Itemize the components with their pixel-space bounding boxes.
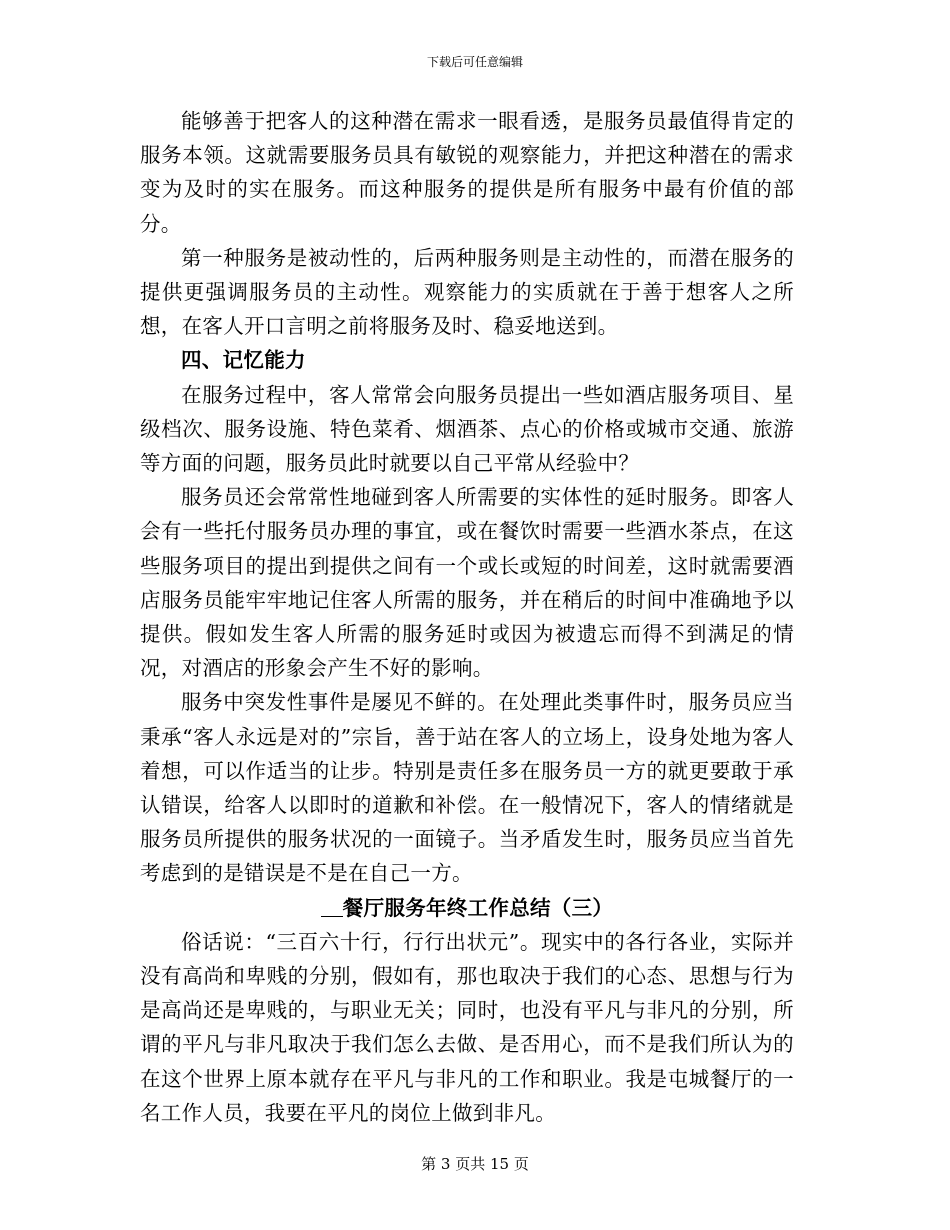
page-header: 下载后可任意编辑 (426, 55, 523, 69)
paragraph-observation-value: 能够善于把客人的这种潜在需求一眼看透，是服务员最值得肯定的服务本领。这就需要服务员具有敏锐的观察能力，并把这种潜在的需求变为及时的实在服务。而这种服务的提供是所有服务中最有价值的部分。 (140, 109, 794, 236)
title-blank-underline (321, 896, 343, 917)
page-number: 第 3 页共 15 页 (421, 1155, 529, 1173)
paragraph-emergencies: 服务中突发性事件是屡见不鲜的。在处理此类事件时，服务员应当秉承“客人永远是对的”宗旨，善于站在客人的立场上，设身处地为客人着想，可以作适当的让步。特别是责任多在服务员一方的就更要敢于承认错误，给客人以即时的道歉和补偿。在一般情况下，客人的情绪就是服务员所提供的服务状况的一面镜子。当矛盾发生时，服务员应当首先考虑到的是错误是不是在自己一方。 (140, 690, 794, 886)
section-heading-memory: 四、记忆能力 (181, 348, 306, 373)
paragraph-proverb: 俗话说：“三百六十行，行行出状元”。现实中的各行各业，实际并没有高尚和卑贱的分别，假如有，那也取决于我们的心态、思想与行为是高尚还是卑贱的，与职业无关；同时，也没有平凡与非凡的分别，所谓的平凡与非凡取决于我们怎么去做、是否用心，而不是我们所认为的在这个世界上原本就存在平凡与非凡的工作和职业。我是屯城餐厅的一名工作人员，我要在平凡的岗位上做到非凡。 (140, 929, 794, 1125)
paragraph-customer-questions: 在服务过程中，客人常常会向服务员提出一些如酒店服务项目、星级档次、服务设施、特色菜肴、烟酒茶、点心的价格或城市交通、旅游等方面的问题，服务员此时就要以自己平常从经验中？ (140, 382, 794, 476)
paragraph-service-types: 第一种服务是被动性的，后两种服务则是主动性的，而潜在服务的提供更强调服务员的主动性。观察能力的实质就在于善于想客人之所想，在客人开口言明之前将服务及时、稳妥地送到。 (140, 245, 794, 339)
document-body (140, 104, 794, 1130)
section-title (140, 891, 794, 925)
section-title-text: 餐厅服务年终工作总结（三） (342, 895, 614, 920)
paragraph-delayed-service: 服务员还会常常性地碰到客人所需要的实体性的延时服务。即客人会有一些托付服务员办理的事宜，或在餐饮时需要一些酒水茶点，在这些服务项目的提出到提供之间有一个或长或短的时间差，这时就需要酒店服务员能牢牢地记住客人所需的服务，并在稍后的时间中准确地予以提供。假如发生客人所需的服务延时或因为被遗忘而得不到满足的情况，对酒店的形象会产生不好的影响。 (140, 485, 794, 681)
